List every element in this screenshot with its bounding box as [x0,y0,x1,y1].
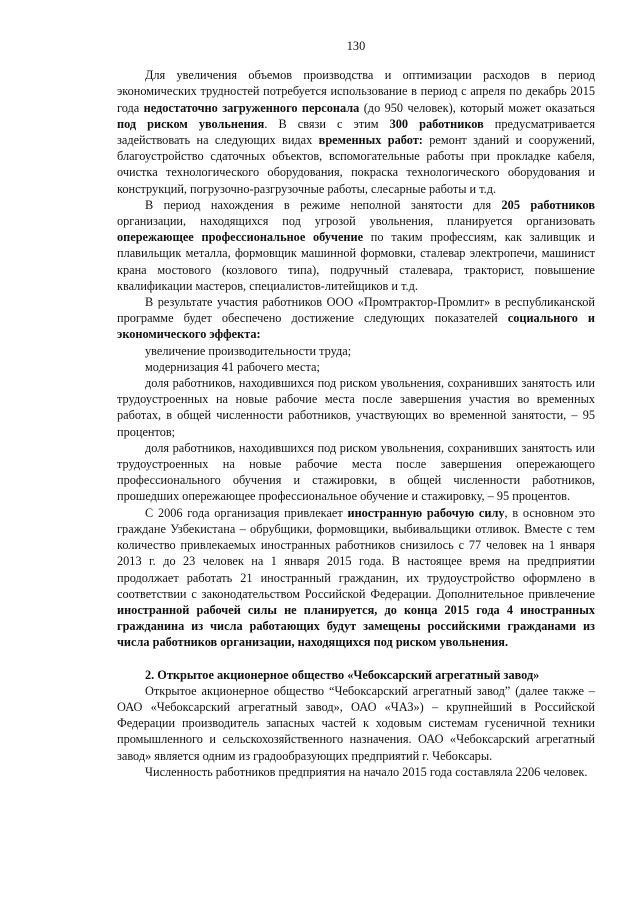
bold-text: иностранной рабочей силы не планируется, до конца 2015 года 4 иностранных гражданина из числа работающих будут замещены российскими гражданами из числа работников организации, находящихся под риском увольнения. [117,602,595,650]
text: , в основном это граждане Узбекистана – обрубщики, формовщики, выбивальщики отливок. Вместе с тем количество привлекаемых иностранных работников снизилось с 77 человек на 1 января 2013 г. до 23 человек на 1 января 2015 года. В настоящее время на предприятии продолжает работать 21 иностранный гражданин, их трудоустройство оформлено в соответствии с законодательством Российской Федерации. Дополнительное привлечение [117,505,595,601]
page-number: 130 [346,39,366,53]
text: предусматривается задействовать на следующих видах [117,116,595,148]
bold-text: опережающее профессиональное обучение [117,230,364,245]
text: . В связи с этим [264,116,390,131]
paragraph-results [117,294,595,343]
bold-text: под риском увольнения [117,116,265,131]
text: (до 950 человек), который может оказаться [359,100,595,115]
text: Для увеличения объемов производства и оптимизации расходов в период экономических трудностей потребуется использование в период с апреля по декабрь 2015 года [117,68,595,115]
paragraph-company-description: Открытое акционерное общество “Чебоксарский агрегатный завод” (далее также – ОАО «Чебоксарский агрегатный завод», ОАО «ЧАЗ») – крупнейший в Российской Федерации производитель запасных частей к ходовым системам гусеничной техники промышленного и сельскохозяйственного назначения. ОАО «Чебоксарский агрегатный завод» является одним из градообразующих предприятий г. Чебоксары. [117,683,595,763]
text: С 2006 года организация привлекает [145,505,348,520]
text: ремонт зданий и сооружений, благоустройство сдаточных объектов, вспомогательные работы при прокладке кабеля, очистка технологического оборудования, покраска технологического оборудования и конструкций, погрузочно-разгрузочные работы, слесарные работы и т.д. [117,133,595,196]
list-item: модернизация 41 рабочего места; [145,359,320,374]
bold-text: недостаточно загруженного персонала [143,100,360,115]
list-item: доля работников, находившихся под риском увольнения, сохранивших занятость или трудоустроенных на новые рабочие места после завершения участия во временных работах, в общей численности работников, участвующих во временной занятости, – 95 процентов; [117,376,595,439]
list-item: доля работников, находившихся под риском увольнения, сохранивших занятость или трудоустроенных на новые рабочие места после завершения опережающего профессионального обучения и стажировки, в общей численности работников, прошедших опережающее профессиональное обучение и стажировку, – 95 процентов. [117,440,595,504]
bold-text: временных работ: [318,133,423,148]
paragraph-headcount: Численность работников предприятия на начало 2015 года составляла 2206 человек. [145,764,588,779]
bold-text: 205 работников [501,197,595,212]
paragraph-foreign-workers [117,505,595,651]
text: В период нахождения в режиме неполной занятости для [145,197,502,212]
paragraph-temporary-works [117,67,595,197]
list-item: увеличение производительности труда; [145,343,352,358]
paragraph-training [117,197,595,294]
text: организации, находящихся под угрозой увольнения, планируется организовать [117,214,595,229]
section-title: 2. Открытое акционерное общество «Чебоксарский агрегатный завод» [145,667,540,682]
text: по таким профессиям, как заливщик и плавильщик металла, формовщик машинной формовки, сталевар электропечи, машинист крана мостового (козлового типа), подручный сталевара, тракторист, повышение квалификации мастеров, специалистов-литейщиков и т.д. [117,230,595,293]
bold-text: иностранную рабочую силу [347,505,505,520]
bold-text: 300 работников [389,116,484,131]
bold-text: социального и экономического эффекта: [117,311,595,342]
text: В результате участия работников ООО «Промтрактор-Промлит» в республиканской программе будет обеспечено достижение следующих показателей [117,295,595,326]
